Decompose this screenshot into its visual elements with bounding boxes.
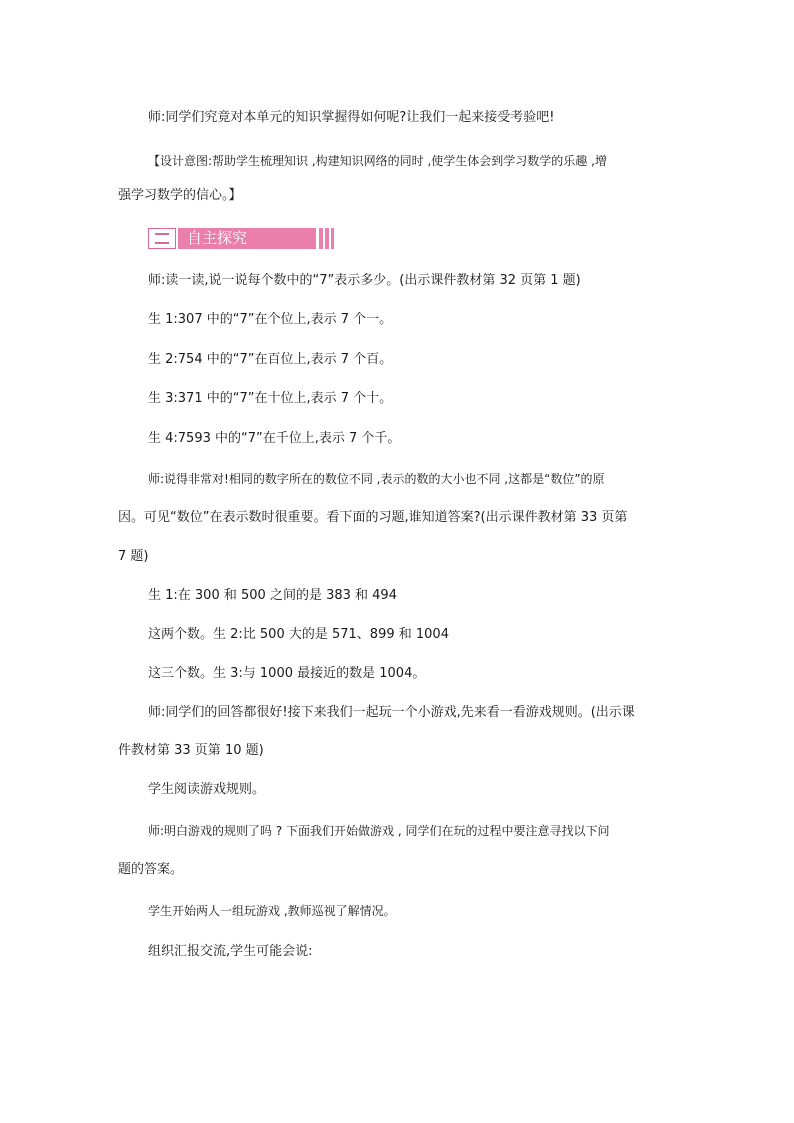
section-number-box — [148, 228, 176, 249]
teacher-rules-line-2: 题的答案。 — [118, 862, 184, 877]
student-answer-5: 生 1:在 300 和 500 之间的是 383 和 494 — [148, 588, 397, 603]
student-answer-3: 生 3:371 中的“7”在十位上,表示 7 个十。 — [148, 391, 393, 406]
student-answer-4: 生 4:7593 中的“7”在千位上,表示 7 个千。 — [148, 431, 401, 446]
student-answer-2: 生 2:754 中的“7”在百位上,表示 7 个百。 — [148, 352, 393, 367]
section-banner — [148, 228, 334, 249]
teacher-comment-line-2: 因。可见“数位”在表示数时很重要。看下面的习题,谁知道答案?(出示课件教材第 33 页第 — [118, 510, 628, 525]
student-answer-1: 生 1:307 中的“7”在个位上,表示 7 个一。 — [148, 312, 393, 327]
teacher-comment-line-3: 7 题) — [118, 549, 149, 564]
paragraph-read-rules: 学生阅读游戏规则。 — [148, 782, 266, 797]
section-title-bar — [178, 228, 316, 249]
banner-stripe — [331, 228, 334, 249]
student-answer-7: 这三个数。生 3:与 1000 最接近的数是 1004。 — [148, 666, 426, 681]
design-intent-line-1: 【设计意图:帮助学生梳理知识 ,构建知识网络的同时 ,使学生体会到学习数学的乐趣 ,增 — [148, 154, 607, 168]
student-answer-6: 这两个数。生 2:比 500 大的是 571、899 和 1004 — [148, 627, 449, 642]
design-intent-line-2: 强学习数学的信心。】 — [118, 188, 242, 203]
paragraph-teacher-question-1: 师:读一读,说一说每个数中的“7”表示多少。(出示课件教材第 32 页第 1 题) — [148, 273, 581, 288]
paragraph-play-game: 学生开始两人一组玩游戏 ,教师巡视了解情况。 — [148, 904, 396, 918]
paragraph-report: 组织汇报交流,学生可能会说: — [148, 944, 313, 959]
teacher-game-intro-line-1: 师:同学们的回答都很好!接下来我们一起玩一个小游戏,先来看一看游戏规则。(出示课 — [148, 705, 635, 720]
banner-stripe — [319, 228, 323, 249]
paragraph-teacher-intro: 师:同学们究竟对本单元的知识掌握得如何呢?让我们一起来接受考验吧! — [148, 110, 555, 125]
teacher-rules-line-1: 师:明白游戏的规则了吗 ? 下面我们开始做游戏 , 同学们在玩的过程中要注意寻找以下问 — [148, 824, 610, 838]
section-title: 自主探究 — [187, 229, 248, 247]
teacher-game-intro-line-2: 件教材第 33 页第 10 题) — [118, 743, 264, 758]
teacher-comment-line-1: 师:说得非常对!相同的数字所在的数位不同 ,表示的数的大小也不同 ,这都是“数位”的原 — [148, 472, 605, 486]
banner-stripe — [325, 228, 329, 249]
